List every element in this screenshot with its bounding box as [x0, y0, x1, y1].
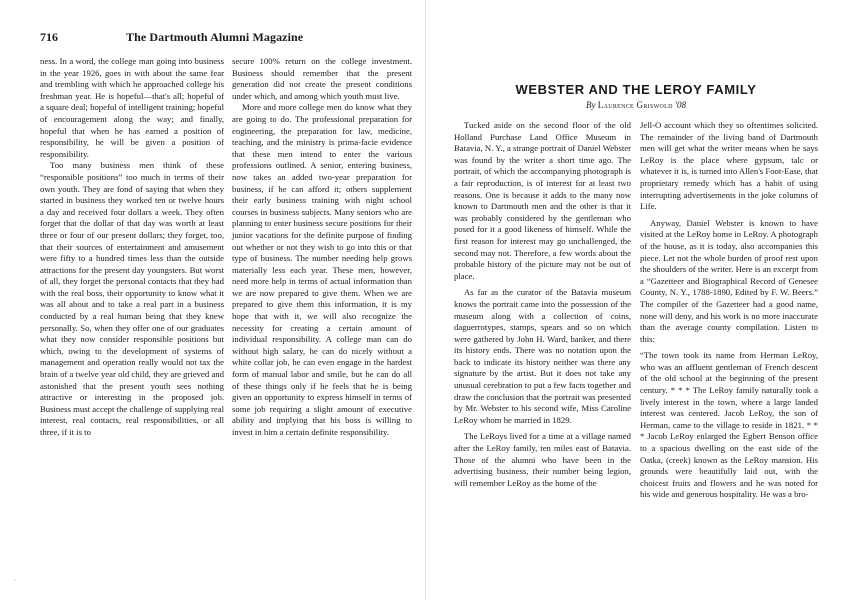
byline-by: By: [586, 100, 596, 110]
left-page-column-2: [232, 56, 412, 439]
byline-class-year: '08: [675, 100, 686, 110]
paragraph: Tucked aside on the second floor of the old Holland Purchase Land Office Museum in Batavia, N. Y., a strange portrait of Daniel Webster was found by the writer a short time ago. The portrait, of which the accompanying photograph is a fair reproduction, is of interest for at least two reasons. One is because it adds to the many now known to Dartmouth men and the other is that it was probably considered by the gentleman who posed for it a good likeness of himself. While the first reason for interest may go unchallenged, the second may not. Therefore, a few words about the probable history of the picture may not be out of place.: [454, 120, 631, 281]
paragraph: secure 100% return on the college investment. Business should remember that the present generation did not create the present conditions under which, and among which youth must live.: [232, 56, 412, 101]
paragraph: As far as the curator of the Batavia museum knows the portrait came into the possession of the museum along with a collection of coins, daguerrotypes, stamps, spears and so on which were gathered by John H. Ward, banker, and there its history ends. There was no notation upon the back to indicate its history neither was there any signature by the artist. But it does not take any unusual cerebration to put a few facts together and draw the conclusion that the portrait was presented by Mr. Webster to his second wife, Miss Caroline LeRoy whom he married in 1829.: [454, 287, 631, 425]
article-title: WEBSTER AND THE LEROY FAMILY: [515, 82, 757, 97]
paragraph: The LeRoys lived for a time at a village named after the LeRoy family, ten miles east of Batavia. Those of the alumni who have been in the advertising business, their number being legion, will remember LeRoy as the home of the: [454, 431, 631, 488]
paragraph: Too many business men think of these “responsible positions” too much in terms of their own youth. They are fond of saying that when they started in business they worked ten or twelve hours a day and received four dollars a week. They often forget that the dollar of that day was worth at least three or four of our present dollars; they forget, too, that their sources of entertainment and amusement were fifty to a hundred times less than the outside attractions for the present day youngsters. But worst of all, they forget the personal contacts that they had with the real boss, their opportunity to know what it was all about and to take a real part in a business conducted by a real human being that they knew personally. So, when they offer one of our graduates what they now consider responsible positions but which, owing to the development of systems of management and operation really would not tax the brain of a twelve year old child, they are grieved and astonished that the present youth sees nothing attractive or interesting in the proposed job. Business must accept the challenge of supplying real interest, real contacts, real responsibilities, or all three, if it is to: [40, 160, 224, 437]
scan-mark: ˎ: [14, 572, 17, 581]
article-column-1: [454, 120, 631, 489]
magazine-title: The Dartmouth Alumni Magazine: [126, 30, 304, 44]
paragraph: “The town took its name from Herman LeRoy, who was an affluent gentleman of French descent of the old school at the beginning of the present century. * * * The LeRoy family naturally took a lively interest in the town, where a large landed interest was centered. Jacob LeRoy, the son of Herman, came to the village to reside in 1821. * * * Jacob LeRoy enlarged the Egbert Benson office to a spacious dwelling on the east side of the Oatka, (creek) known as the LeRoy mansion. His grounds were beautifully laid out, with the choicest fruits and flowers and he was noted for his wide and generous hospitality. He was a bro-: [640, 350, 818, 500]
paragraph: More and more college men do know what they are going to do. The professional preparation for engineering, the preparation for law, medicine, teaching, and the ministry is prima-facie evidence that these men intend to enter the various professions outlined. A senior, entering business, now takes an added two-year preparation for business, if he can afford it; others supplement their early business training with night school courses in business subjects. Many seniors who are planning to enter business secure positions for their junior vacations for the definite purpose of finding out whether or not they wish to go into this or that type of business. The number needing help grows materially less each year. These men, however, need more help in terms of actual information than we are now prepared to give them. When we are prepared to give them this information, it is my hope that with it, we will also recognize the necessity for creating a certain amount of individual responsibility. A college man can do without high salary, he can do nicely without a white collar job, he can even engage in the hardest form of manual labor and smile, but he can do all of these things only if he feels that he is being given an opportunity to express himself in terms of some job requiring a slight amount of executive ability and implying that his boss is willing to invest in him a certain definite responsibility.: [232, 102, 412, 437]
paragraph: Jell-O account which they so oftentimes solicited. The remainder of the living band of Dartmouth men will get what the writer means when he says LeRoy is the place where gypsum, talc or whatever it is, is turned into Allen's Foot-Ease, that proprietary remedy which has a habit of using interrupting advertisements in the joke columns of Life.: [640, 120, 818, 212]
article-byline: [454, 100, 818, 110]
paragraph: Anyway, Daniel Webster is known to have visited at the LeRoy home in LeRoy. A photograph of the house, as it is today, also accompanies this piece. Let not the whole burden of proof rest upon the shoulders of the writer. Here is an excerpt from a “Gazetteer and Biographical Record of Genesee County, N. Y., 1788-1890, Edited by F. W. Beers.” The compiler of the Gazetteer had a good name, none will deny, and his work is no more inaccurate than the average county compilation. Listen to this:: [640, 217, 818, 344]
paragraph: ness. In a word, the college man going into business in the year 1926, goes in with about the same fear and trembling with which he approached college his freshman year. He is hopeful—that's all; hopeful of a square deal; hopeful of intelligent training; hopeful of encouragement along the way; and finally, hopeful that when he has earned a position of responsibility, he will be given a position of responsibility.: [40, 56, 224, 159]
page-number: 716: [40, 30, 58, 44]
article-column-2: [640, 120, 818, 501]
left-page-column-1: [40, 56, 224, 439]
byline-author: Laurence Griswold: [597, 100, 673, 110]
